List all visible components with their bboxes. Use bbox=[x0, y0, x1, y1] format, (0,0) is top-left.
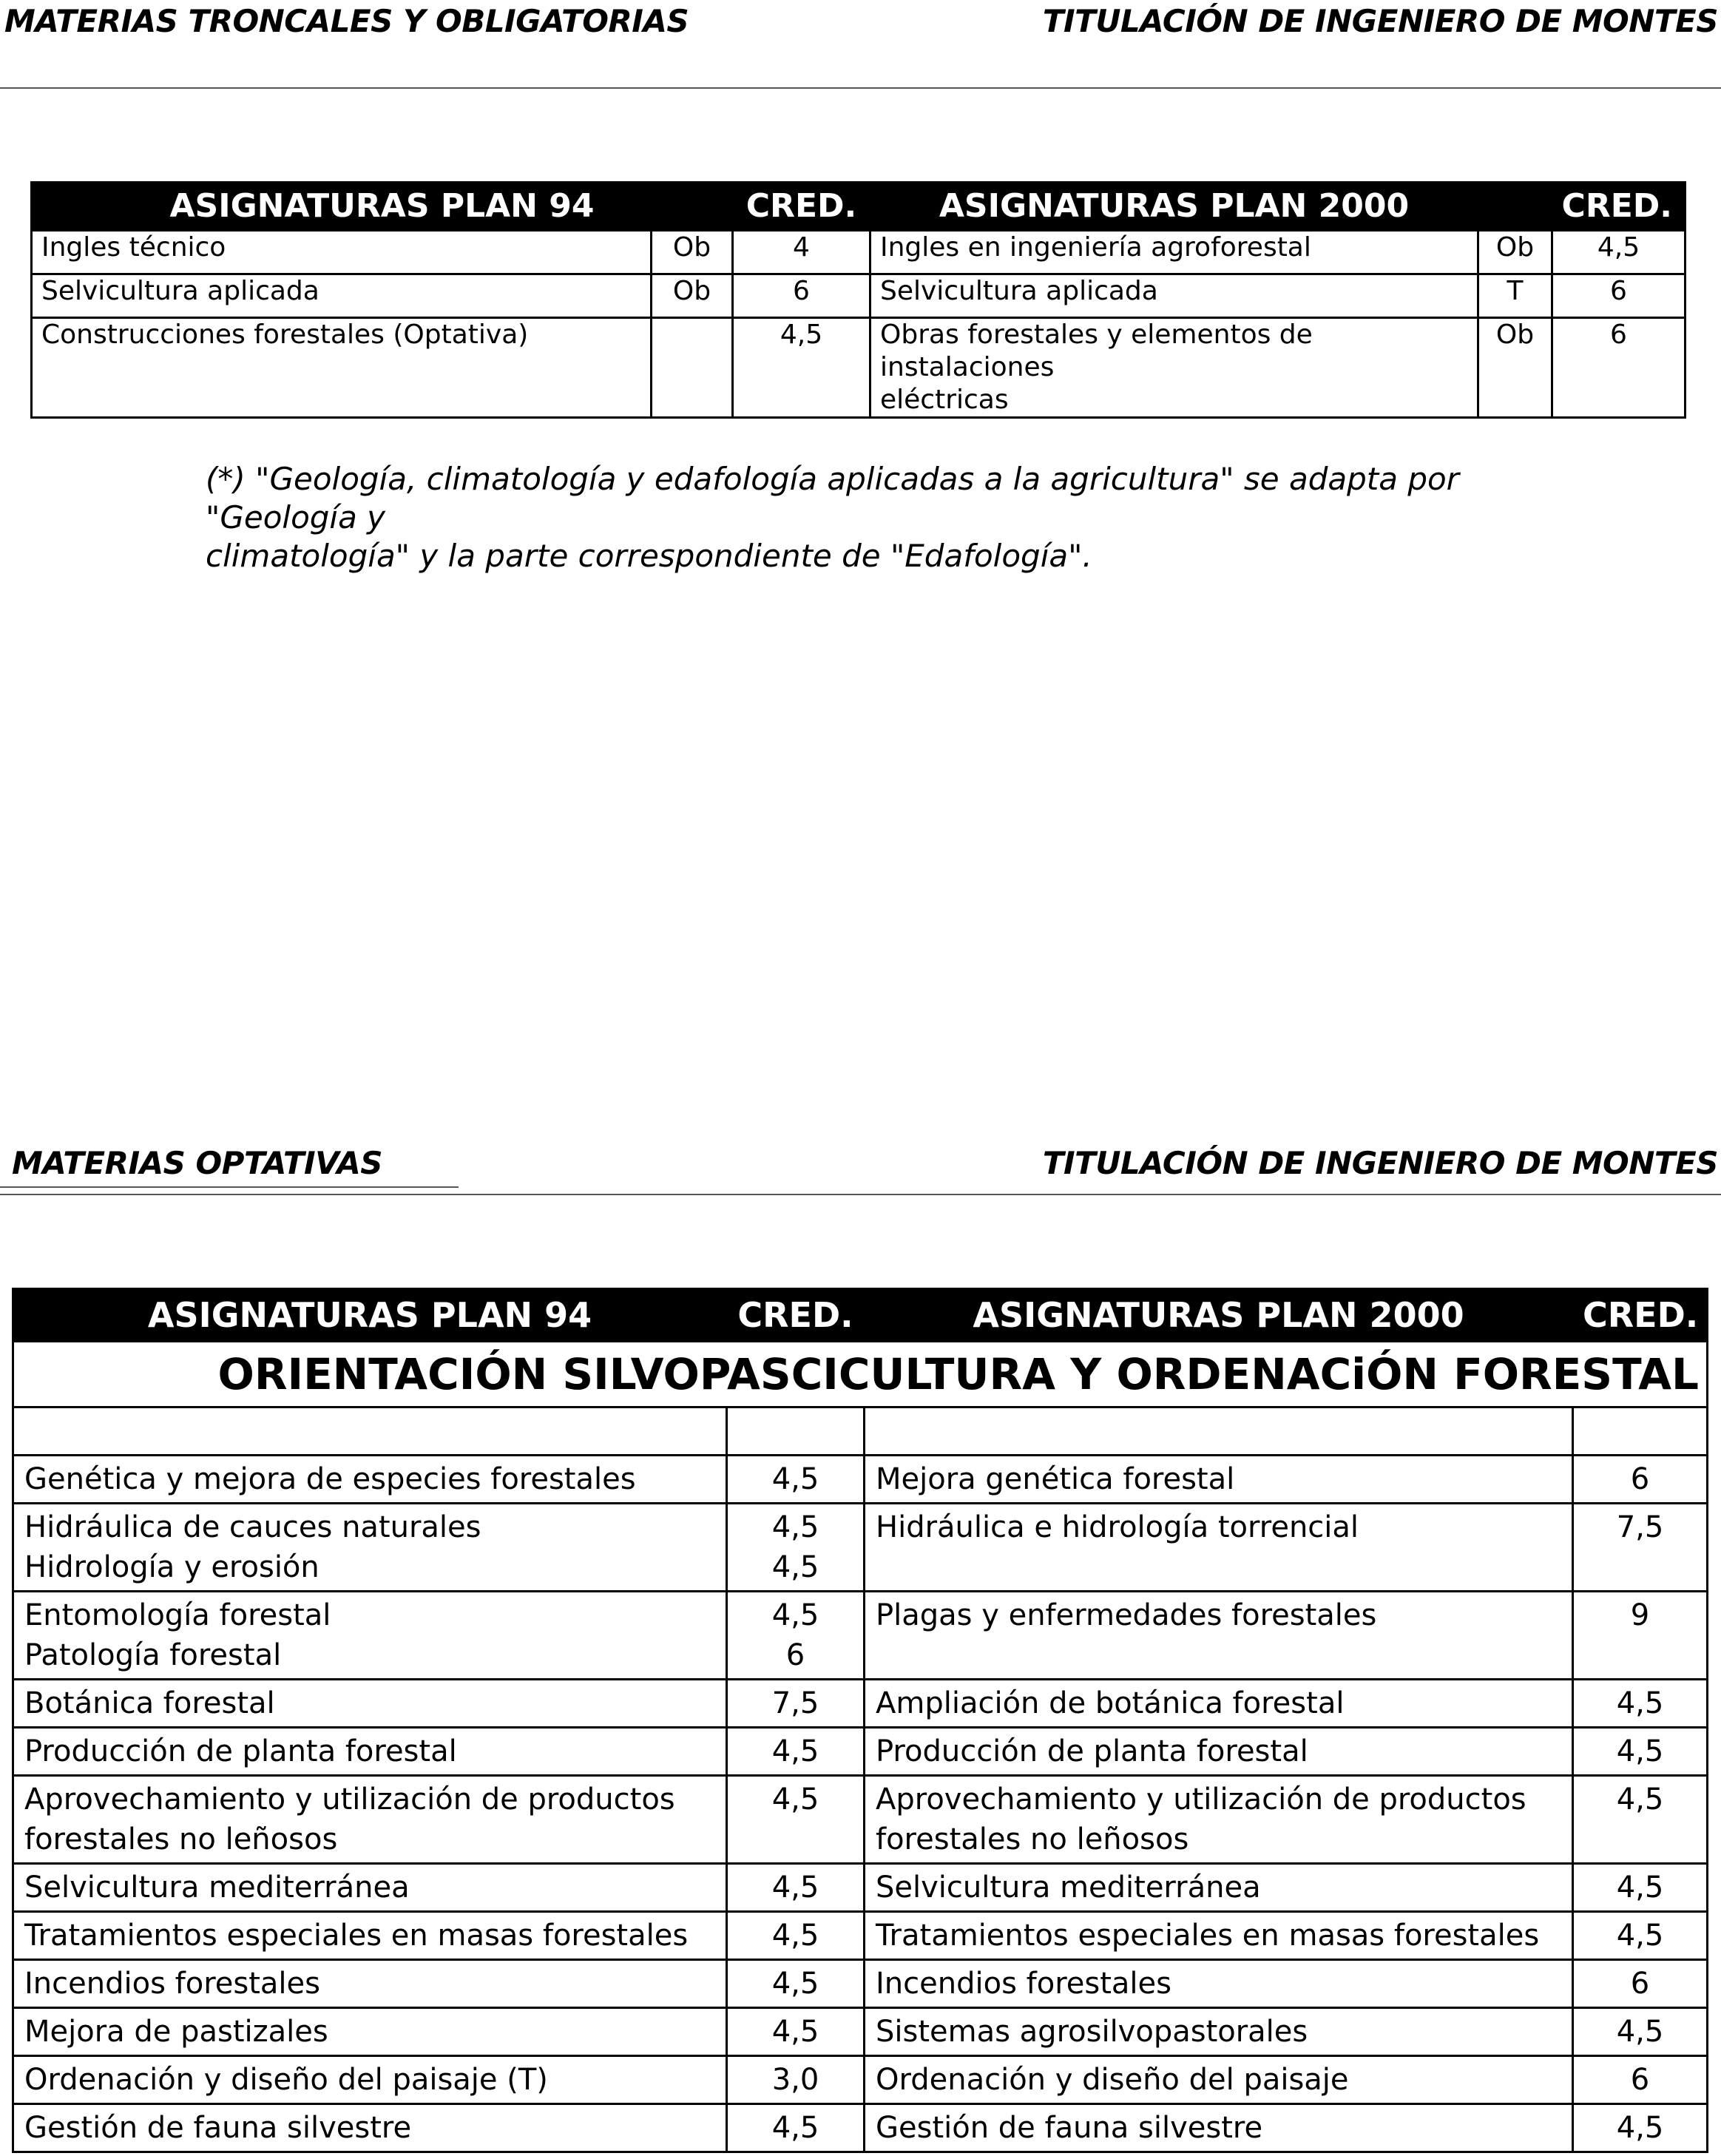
mandatory-subjects-table bbox=[30, 181, 1686, 419]
credits-plan94 bbox=[727, 2008, 865, 2056]
section1-right-title: TITULACIÓN DE INGENIERO DE MONTES bbox=[1042, 3, 1718, 39]
credits-plan94-line: 4,5 bbox=[771, 1967, 819, 2001]
table-row bbox=[13, 1592, 1708, 1680]
table-header-row bbox=[32, 183, 1686, 231]
credits-plan94 bbox=[727, 1776, 865, 1864]
credits-plan94-line: 4,5 bbox=[771, 1871, 819, 1905]
section1-divider bbox=[0, 87, 1721, 89]
subject-plan94-line: Hidráulica de cauces naturales bbox=[24, 1510, 481, 1544]
credits-plan94: 4,5 bbox=[733, 318, 870, 418]
subject-plan2000 bbox=[865, 1864, 1573, 1912]
credits-plan2000: 6 bbox=[1552, 318, 1686, 418]
subject-plan94-line: Aprovechamiento y utilización de productos bbox=[24, 1782, 675, 1817]
subject-plan2000-line: Plagas y enfermedades forestales bbox=[876, 1598, 1377, 1632]
credits-plan2000: 6 bbox=[1573, 1456, 1708, 1504]
subject-plan2000-line: forestales no leñosos bbox=[876, 1822, 1189, 1856]
subject-plan94 bbox=[13, 1680, 727, 1728]
credits-plan94-line: 4,5 bbox=[771, 2111, 819, 2145]
credits-plan94-line: 4,5 bbox=[771, 1782, 819, 1817]
table-row bbox=[13, 1960, 1708, 2008]
subject-plan94-line: Gestión de fauna silvestre bbox=[24, 2111, 412, 2145]
subject-plan2000-line: Hidráulica e hidrología torrencial bbox=[876, 1510, 1359, 1544]
credits-plan2000: 6 bbox=[1573, 2056, 1708, 2104]
credits-plan94-line: 3,0 bbox=[771, 2063, 819, 2097]
subject-plan94-line: Producción de planta forestal bbox=[24, 1734, 457, 1768]
subject-plan94-line: forestales no leñosos bbox=[24, 1822, 338, 1856]
subject-plan94-line: Selvicultura mediterránea bbox=[24, 1871, 410, 1905]
note-line: (*) "Geología, climatología y edafología aplicadas a la agricultura" se adapta por "Geología y bbox=[206, 461, 1459, 535]
credits-plan94 bbox=[727, 1864, 865, 1912]
empty-cell bbox=[727, 1408, 865, 1456]
header-plan94: ASIGNATURAS PLAN 94 bbox=[13, 1289, 727, 1342]
credits-plan94-line: 4,5 bbox=[771, 2015, 819, 2049]
table-row bbox=[13, 1680, 1708, 1728]
empty-row bbox=[13, 1408, 1708, 1456]
table-row bbox=[13, 2104, 1708, 2152]
type-plan94: Ob bbox=[652, 231, 733, 274]
subject-plan94 bbox=[13, 1864, 727, 1912]
credits-plan2000: 6 bbox=[1573, 1960, 1708, 2008]
credits-plan2000: 4,5 bbox=[1573, 1680, 1708, 1728]
subject-plan94 bbox=[13, 1504, 727, 1592]
header-cred2000: CRED. bbox=[1573, 1289, 1708, 1342]
subject-plan94: Ingles técnico bbox=[32, 231, 652, 274]
section2-left-title: MATERIAS OPTATIVAS bbox=[12, 1145, 383, 1181]
subject-plan2000-line: Incendios forestales bbox=[876, 1967, 1171, 2001]
subject-plan2000-line: Gestión de fauna silvestre bbox=[876, 2111, 1263, 2145]
optional-subjects-table bbox=[12, 1288, 1708, 2153]
subject-plan2000-line: Ordenación y diseño del paisaje bbox=[876, 2063, 1349, 2097]
subject-plan2000-line: Tratamientos especiales en masas forestales bbox=[876, 1919, 1540, 1953]
table-row bbox=[13, 1456, 1708, 1504]
table-row bbox=[13, 1776, 1708, 1864]
table-row bbox=[13, 1728, 1708, 1776]
subject-plan2000-line: Aprovechamiento y utilización de productos bbox=[876, 1782, 1526, 1817]
section1-left-title: MATERIAS TRONCALES Y OBLIGATORIAS bbox=[4, 3, 689, 39]
credits-plan94 bbox=[727, 1456, 865, 1504]
subject-plan2000 bbox=[865, 1960, 1573, 2008]
credits-plan94 bbox=[727, 2104, 865, 2152]
section2-divider bbox=[0, 1194, 1721, 1195]
section2-left-underline bbox=[0, 1186, 459, 1188]
type-plan2000: T bbox=[1478, 274, 1552, 318]
subject-plan2000 bbox=[865, 1912, 1573, 1960]
subject-plan2000: Ingles en ingeniería agroforestal bbox=[870, 231, 1478, 274]
subject-plan94 bbox=[13, 1592, 727, 1680]
table-row bbox=[13, 2008, 1708, 2056]
table-row bbox=[32, 274, 1686, 318]
type-plan2000: Ob bbox=[1478, 318, 1552, 418]
subject-plan2000 bbox=[865, 1728, 1573, 1776]
empty-cell bbox=[865, 1408, 1573, 1456]
credits-plan2000: 9 bbox=[1573, 1592, 1708, 1680]
credits-plan2000: 4,5 bbox=[1573, 1728, 1708, 1776]
type-plan94 bbox=[652, 318, 733, 418]
credits-plan94: 6 bbox=[733, 274, 870, 318]
subject-plan94-line: Hidrología y erosión bbox=[24, 1550, 319, 1584]
table-row bbox=[32, 231, 1686, 274]
subject-plan2000-line: Producción de planta forestal bbox=[876, 1734, 1308, 1768]
subject-plan2000-line: Obras forestales y elementos de instalaciones bbox=[880, 320, 1313, 382]
subject-plan94-line: Mejora de pastizales bbox=[24, 2015, 328, 2049]
credits-plan94-line: 4,5 bbox=[771, 1550, 819, 1584]
credits-plan2000: 4,5 bbox=[1573, 1776, 1708, 1864]
subject-plan2000 bbox=[865, 2104, 1573, 2152]
header-cred94: CRED. bbox=[727, 1289, 865, 1342]
subject-plan94 bbox=[13, 2008, 727, 2056]
subject-plan94-line: Tratamientos especiales en masas forestales bbox=[24, 1919, 689, 1953]
subject-plan94 bbox=[13, 1960, 727, 2008]
subject-plan94 bbox=[13, 2056, 727, 2104]
subject-plan94: Selvicultura aplicada bbox=[32, 274, 652, 318]
subject-plan94 bbox=[13, 1912, 727, 1960]
subject-plan94-line: Genética y mejora de especies forestales bbox=[24, 1462, 636, 1496]
subject-plan2000 bbox=[865, 1776, 1573, 1864]
header-cred2000: CRED. bbox=[1478, 183, 1686, 231]
table-row bbox=[13, 1912, 1708, 1960]
subject-plan2000 bbox=[870, 318, 1478, 418]
credits-plan94-line: 4,5 bbox=[771, 1462, 819, 1496]
empty-cell bbox=[1573, 1408, 1708, 1456]
section2-right-title: TITULACIÓN DE INGENIERO DE MONTES bbox=[1042, 1145, 1718, 1181]
subject-plan2000 bbox=[865, 1592, 1573, 1680]
subject-plan2000 bbox=[865, 1504, 1573, 1592]
table-row bbox=[13, 1864, 1708, 1912]
header-cred94: CRED. bbox=[733, 183, 870, 231]
subject-plan94-line: Ordenación y diseño del paisaje (T) bbox=[24, 2063, 548, 2097]
credits-plan94 bbox=[727, 2056, 865, 2104]
subject-plan2000 bbox=[865, 2056, 1573, 2104]
type-plan2000: Ob bbox=[1478, 231, 1552, 274]
header-plan94: ASIGNATURAS PLAN 94 bbox=[32, 183, 733, 231]
subject-plan94 bbox=[13, 1456, 727, 1504]
subject-plan94 bbox=[13, 2104, 727, 2152]
credits-plan94 bbox=[727, 1912, 865, 1960]
subject-plan94-line: Botánica forestal bbox=[24, 1686, 275, 1720]
subject-plan94: Construcciones forestales (Optativa) bbox=[32, 318, 652, 418]
credits-plan94-line: 6 bbox=[785, 1638, 805, 1672]
subject-plan94-line: Entomología forestal bbox=[24, 1598, 331, 1632]
credits-plan94 bbox=[727, 1592, 865, 1680]
credits-plan94 bbox=[727, 1504, 865, 1592]
subject-plan94-line: Incendios forestales bbox=[24, 1967, 320, 2001]
subject-plan2000: Selvicultura aplicada bbox=[870, 274, 1478, 318]
table-row bbox=[13, 1504, 1708, 1592]
adaptation-note bbox=[206, 460, 1611, 575]
header-plan2000: ASIGNATURAS PLAN 2000 bbox=[865, 1289, 1573, 1342]
credits-plan2000: 4,5 bbox=[1573, 2008, 1708, 2056]
orientation-row bbox=[13, 1342, 1708, 1408]
type-plan94: Ob bbox=[652, 274, 733, 318]
note-line: climatología" y la parte correspondiente de "Edafología". bbox=[206, 538, 1092, 574]
credits-plan94 bbox=[727, 1680, 865, 1728]
credits-plan94 bbox=[727, 1960, 865, 2008]
subject-plan2000-line: Ampliación de botánica forestal bbox=[876, 1686, 1345, 1720]
credits-plan2000: 4,5 bbox=[1552, 231, 1686, 274]
subject-plan2000-line: eléctricas bbox=[880, 385, 1009, 415]
table-row bbox=[13, 2056, 1708, 2104]
subject-plan94-line: Patología forestal bbox=[24, 1638, 282, 1672]
credits-plan94-line: 7,5 bbox=[771, 1686, 819, 1720]
credits-plan2000: 4,5 bbox=[1573, 1912, 1708, 1960]
orientation-title: ORIENTACIÓN SILVOPASCICULTURA Y ORDENACiÓN FORESTAL bbox=[13, 1342, 1708, 1408]
credits-plan94-line: 4,5 bbox=[771, 1919, 819, 1953]
credits-plan2000: 6 bbox=[1552, 274, 1686, 318]
subject-plan2000 bbox=[865, 1456, 1573, 1504]
credits-plan2000: 4,5 bbox=[1573, 2104, 1708, 2152]
credits-plan94 bbox=[727, 1728, 865, 1776]
subject-plan2000-line: Selvicultura mediterránea bbox=[876, 1871, 1261, 1905]
subject-plan2000 bbox=[865, 2008, 1573, 2056]
empty-cell bbox=[13, 1408, 727, 1456]
credits-plan94-line: 4,5 bbox=[771, 1510, 819, 1544]
credits-plan94-line: 4,5 bbox=[771, 1598, 819, 1632]
subject-plan2000 bbox=[865, 1680, 1573, 1728]
header-plan2000: ASIGNATURAS PLAN 2000 bbox=[870, 183, 1478, 231]
subject-plan2000-line: Sistemas agrosilvopastorales bbox=[876, 2015, 1308, 2049]
table-row bbox=[32, 318, 1686, 418]
credits-plan94: 4 bbox=[733, 231, 870, 274]
subject-plan94 bbox=[13, 1728, 727, 1776]
subject-plan2000-line: Mejora genética forestal bbox=[876, 1462, 1235, 1496]
credits-plan2000: 7,5 bbox=[1573, 1504, 1708, 1592]
credits-plan94-line: 4,5 bbox=[771, 1734, 819, 1768]
credits-plan2000: 4,5 bbox=[1573, 1864, 1708, 1912]
subject-plan94 bbox=[13, 1776, 727, 1864]
table-header-row bbox=[13, 1289, 1708, 1342]
